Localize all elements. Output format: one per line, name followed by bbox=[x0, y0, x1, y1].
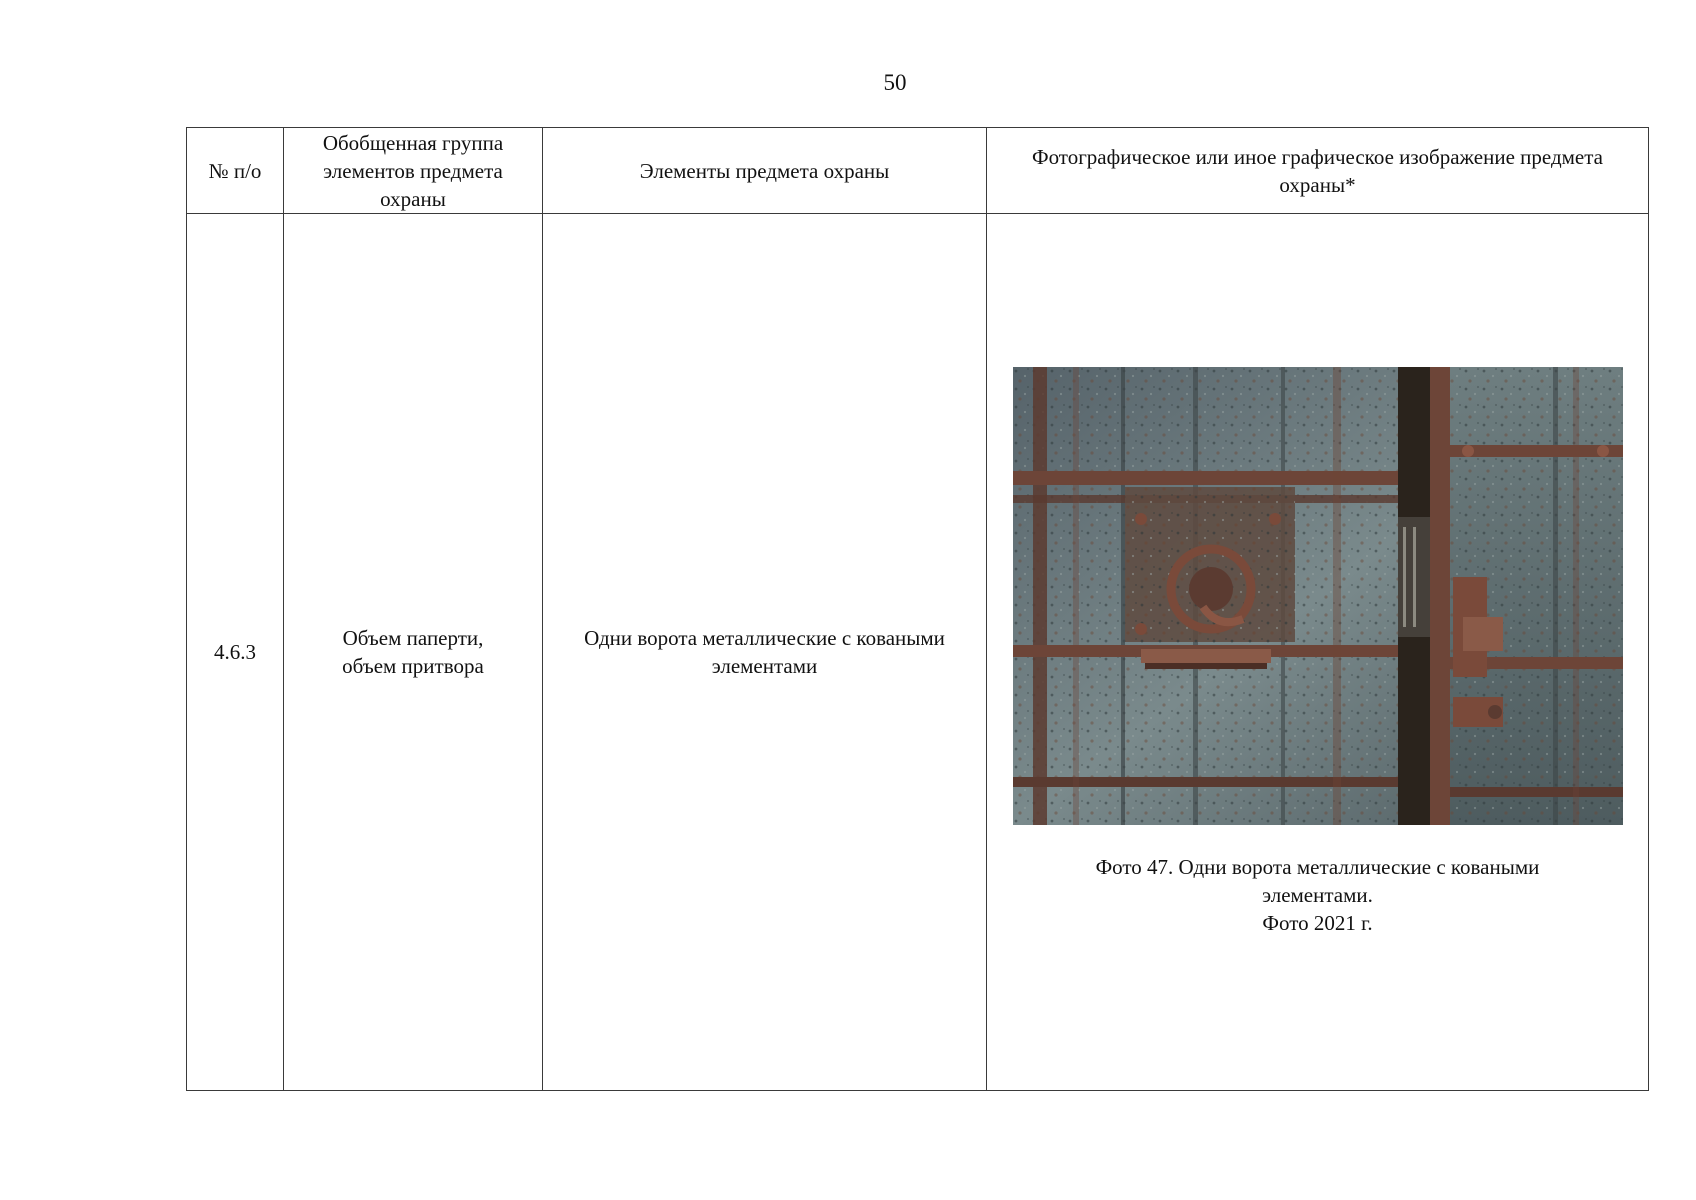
row-elements: Одни ворота металлические с коваными элементами bbox=[543, 214, 987, 1091]
header-image: Фотографическое или иное графическое изображение предмета охраны* bbox=[987, 128, 1649, 214]
row-photo-cell bbox=[987, 214, 1649, 1091]
metal-gate-photo bbox=[1013, 367, 1623, 825]
header-group: Обобщенная группа элементов предмета охраны bbox=[284, 128, 543, 214]
header-num: № п/о bbox=[187, 128, 284, 214]
caption-line-2: элементами. bbox=[1262, 883, 1373, 907]
page-number: 50 bbox=[883, 70, 907, 95]
row-num: 4.6.3 bbox=[187, 214, 284, 1091]
photo-wrap bbox=[1013, 367, 1623, 937]
photo-caption bbox=[1013, 853, 1623, 937]
table-row bbox=[187, 214, 1649, 1091]
caption-line-3: Фото 2021 г. bbox=[1262, 911, 1373, 935]
header-elements: Элементы предмета охраны bbox=[543, 128, 987, 214]
table-header-row bbox=[187, 128, 1649, 214]
protection-table bbox=[186, 127, 1649, 1091]
row-group: Объем паперти, объем притвора bbox=[284, 214, 543, 1091]
caption-line-1: Фото 47. Одни ворота металлические с коваными bbox=[1095, 855, 1540, 879]
